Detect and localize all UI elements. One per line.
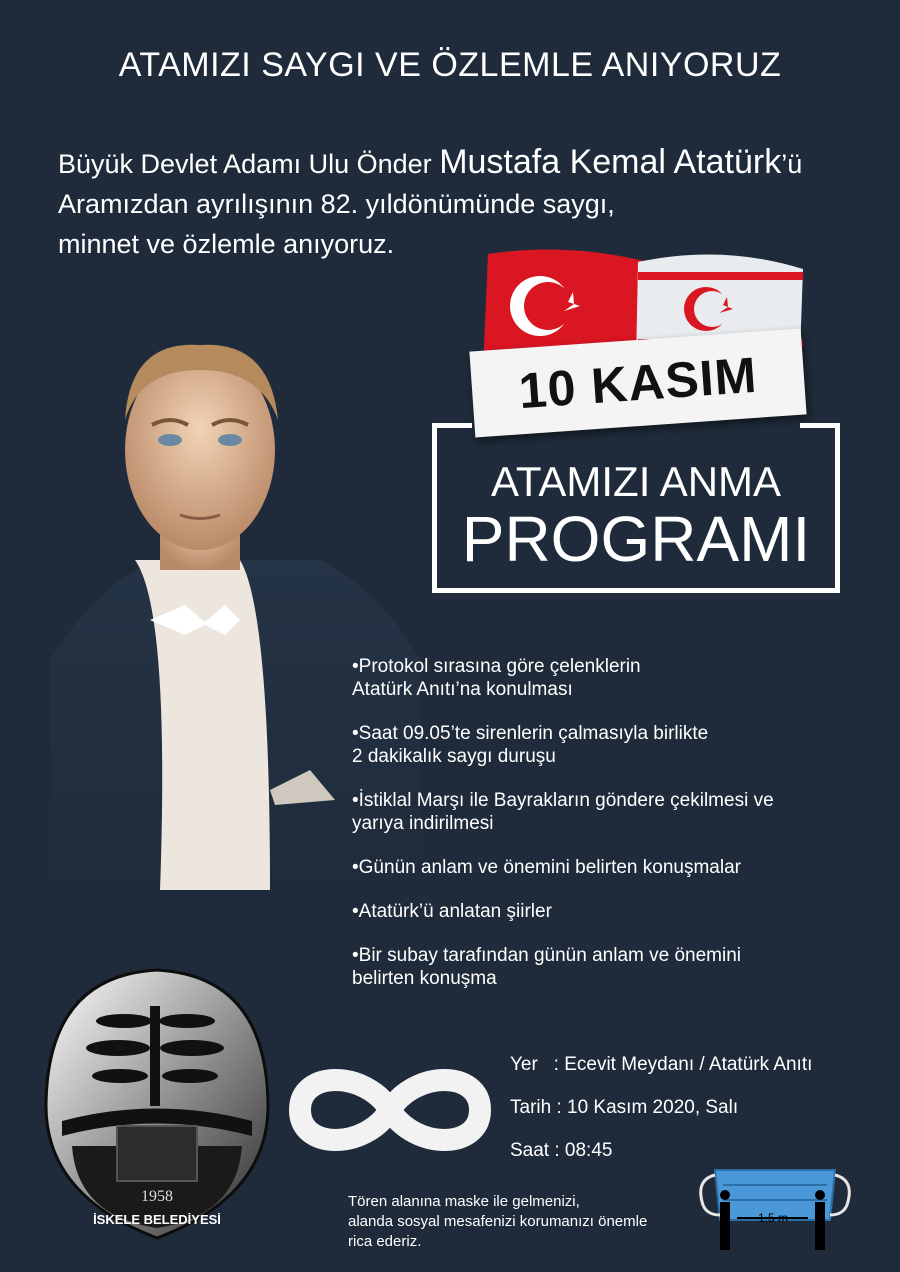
frame-bottom	[432, 588, 840, 593]
program-title-line1: ATAMIZI ANMA	[490, 458, 782, 505]
program-item-line1: •Saat 09.05’te sirenlerin çalmasıyla birlikte	[352, 723, 709, 744]
program-title-line2: PROGRAMI	[461, 503, 811, 575]
notice-line1: Tören alanına maske ile gelmenizi,	[348, 1193, 580, 1210]
iskele-belediyesi-logo	[42, 966, 272, 1241]
detail-place: Yer : Ecevit Meydanı / Atatürk Anıtı	[510, 1054, 813, 1075]
distance-label: 1.5 m	[757, 1211, 789, 1225]
intro-line3: minnet ve özlemle anıyoruz.	[58, 229, 395, 259]
frame-top-right	[800, 423, 840, 428]
program-item-line2: yarıya indirilmesi	[352, 813, 494, 834]
notice-line3: rica ederiz.	[348, 1233, 422, 1250]
headline: ATAMIZI SAYGI VE ÖZLEMLE ANIYORUZ	[118, 46, 782, 84]
detail-date: Tarih : 10 Kasım 2020, Salı	[510, 1097, 739, 1118]
infinity-icon	[285, 1060, 495, 1160]
detail-time: Saat : 08:45	[510, 1140, 613, 1161]
intro-suffix: ’ü	[781, 149, 803, 179]
program-item-line1: •Protokol sırasına göre çelenklerin	[352, 656, 641, 677]
intro-line2: Aramızdan ayrılışının 82. yıldönümünde saygı,	[58, 189, 615, 219]
program-item	[352, 655, 882, 701]
intro-part1: Büyük Devlet Adamı Ulu Önder	[58, 149, 440, 179]
logo-year: 1958	[141, 1188, 173, 1205]
mask-notice	[348, 1192, 718, 1252]
program-item	[352, 722, 882, 768]
program-item	[352, 900, 882, 923]
left-eye	[158, 434, 182, 446]
program-item-line2: belirten konuşma	[352, 968, 497, 989]
program-item	[352, 789, 882, 835]
program-item-line1: •Atatürk’ü anlatan şiirler	[352, 901, 552, 922]
program-item-line2: 2 dakikalık saygı duruşu	[352, 746, 556, 767]
frame-top-left	[432, 423, 472, 428]
mask-distance-icon	[695, 1160, 855, 1255]
program-list	[352, 655, 882, 1011]
date-label: 10 KASIM	[469, 329, 806, 438]
program-item-line1: •İstiklal Marşı ile Bayrakların göndere çekilmesi ve	[352, 790, 774, 811]
program-item-line1: •Bir subay tarafından günün anlam ve önemini	[352, 945, 741, 966]
right-eye	[218, 434, 242, 446]
program-item-line1: •Günün anlam ve önemini belirten konuşmalar	[352, 857, 741, 878]
intro-name: Mustafa Kemal Atatürk	[439, 143, 782, 181]
program-item	[352, 944, 882, 990]
program-item	[352, 856, 882, 879]
notice-line2: alanda sosyal mesafenizi korumanızı önemle	[348, 1213, 648, 1230]
program-item-line2: Atatürk Anıtı’na konulması	[352, 679, 573, 700]
logo-name: İSKELE BELEDİYESİ	[93, 1212, 221, 1227]
